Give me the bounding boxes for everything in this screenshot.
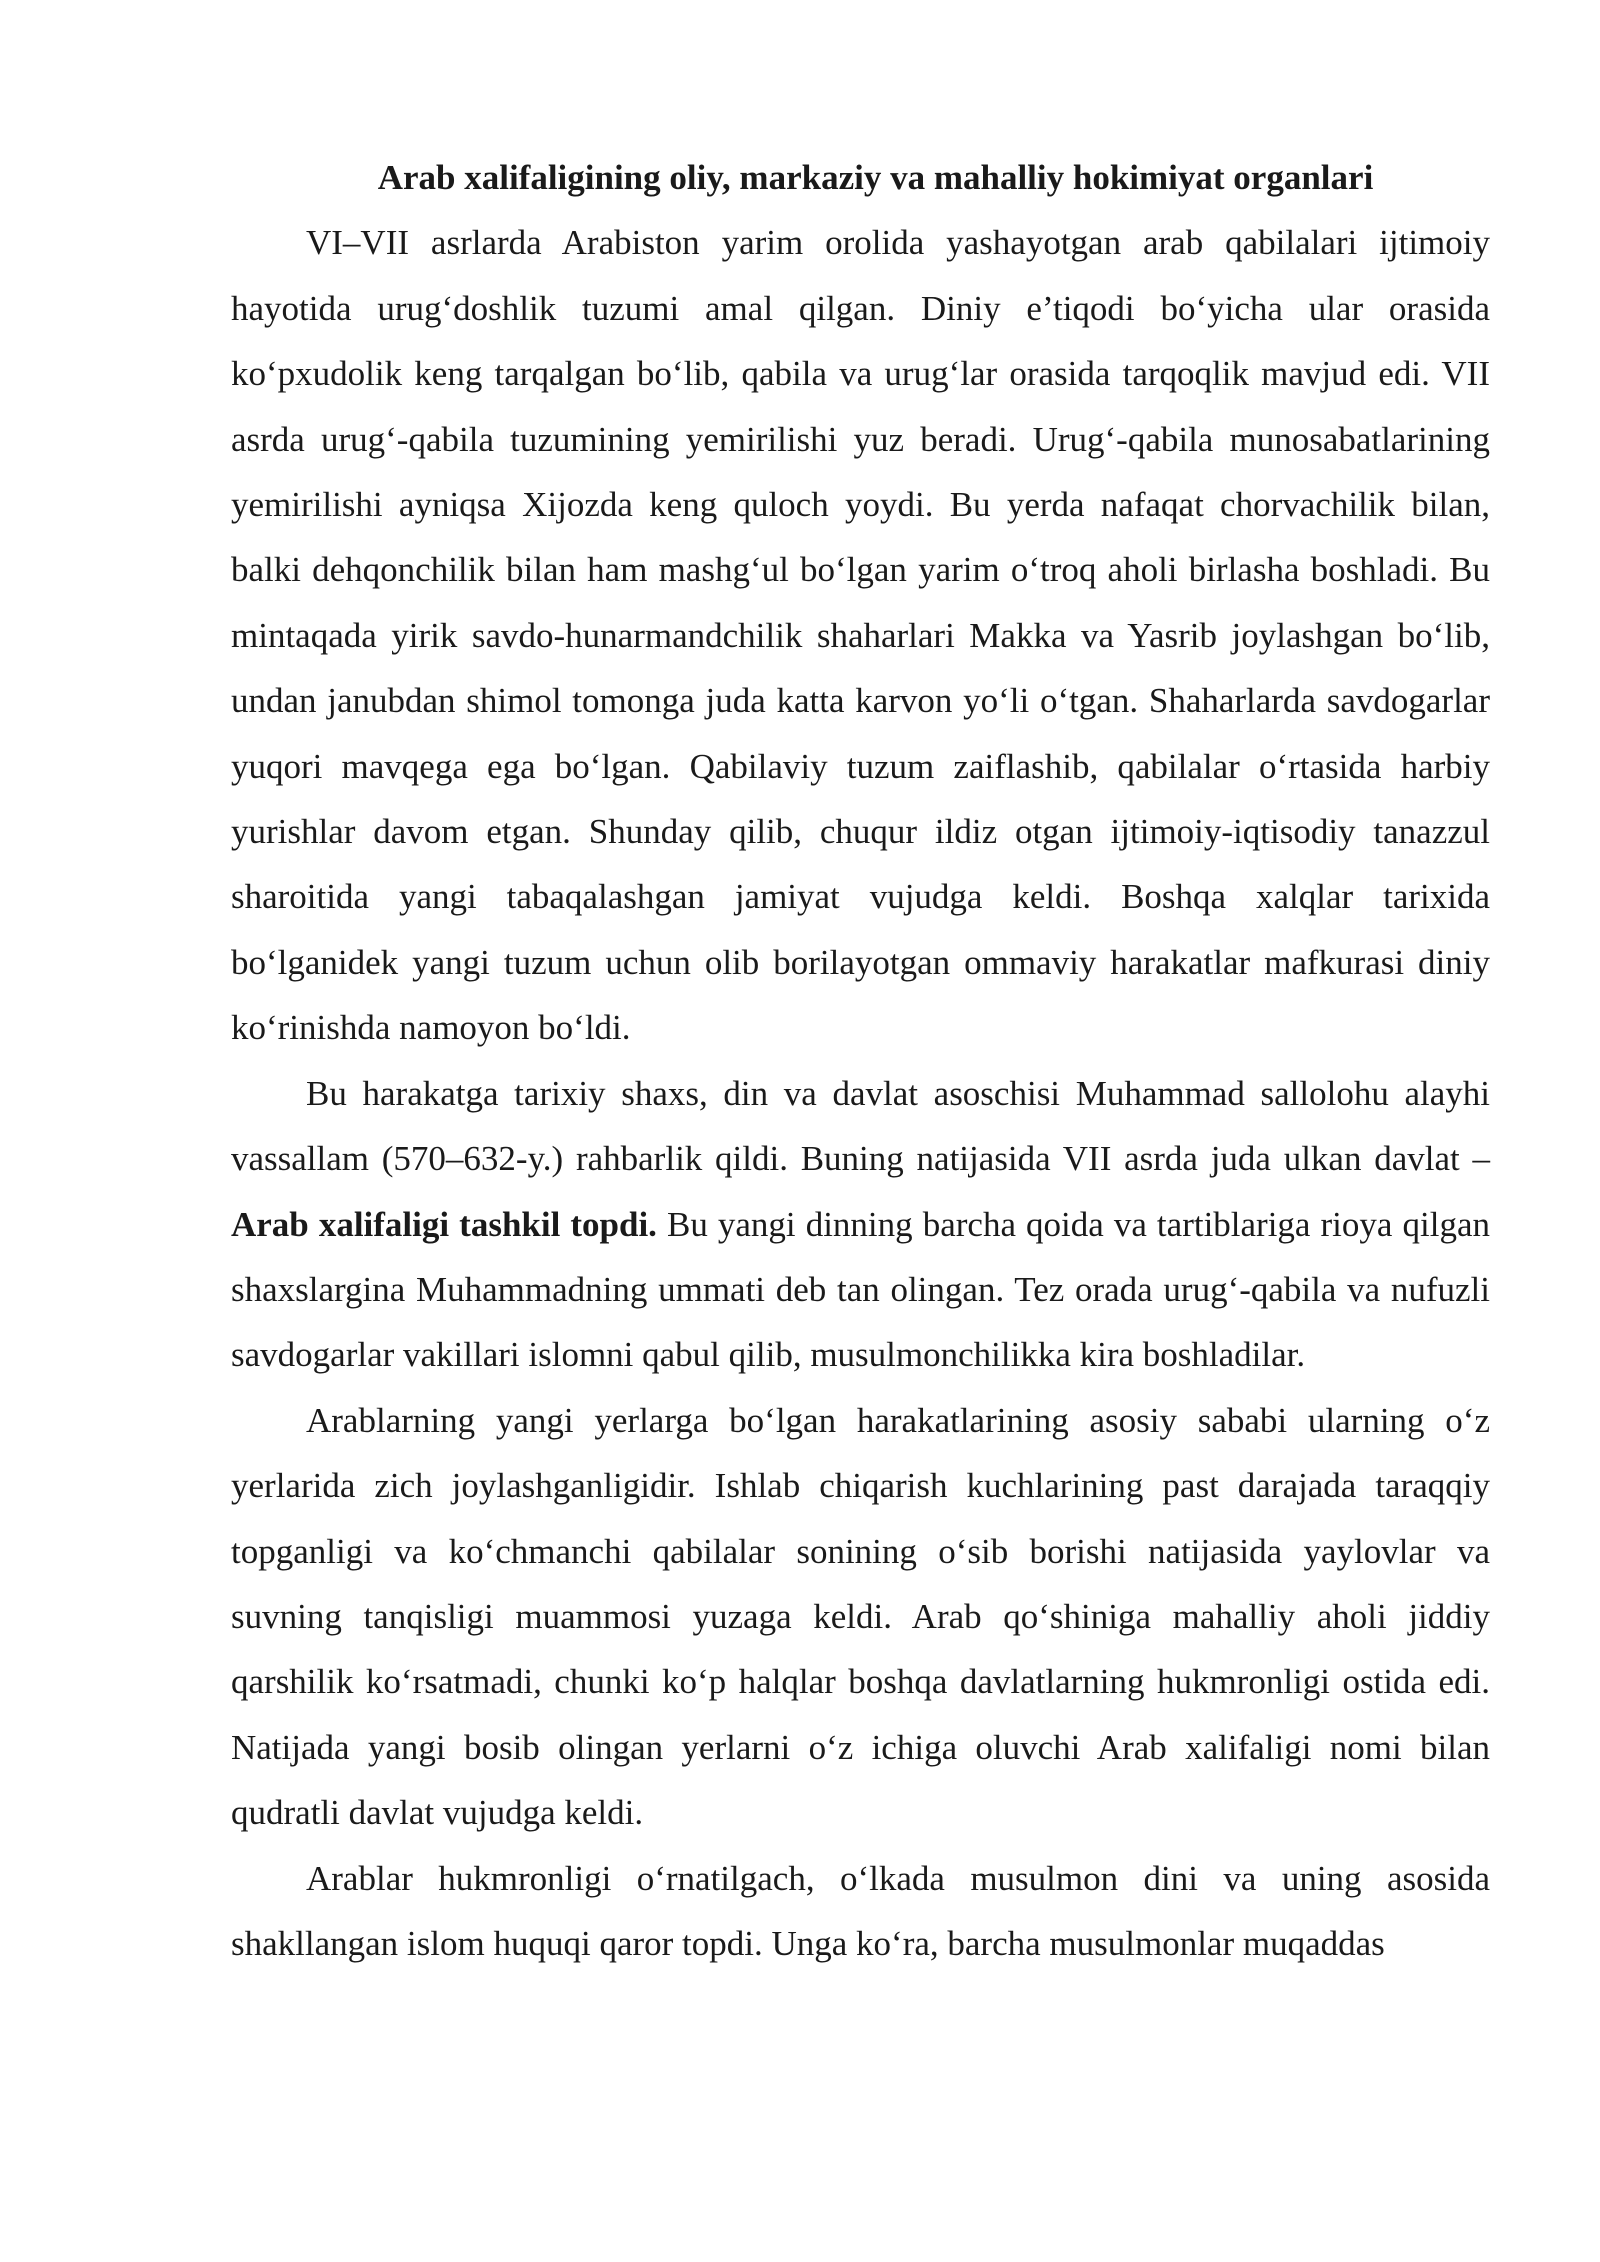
paragraph-3: Arablarning yangi yerlarga bo‘lgan harakatlarining asosiy sababi ularning o‘z yerlarida zich joylashganligidir. Ishlab chiqarish kuchlarining past darajada taraqqiy topganligi va ko‘chmanchi qabilalar sonining o‘sib borishi natijasida yaylovlar va suvning tanqisligi muammosi yuzaga keldi. Arab qo‘shiniga mahalliy aholi jiddiy qarshilik ko‘rsatmadi, chunki ko‘p halqlar boshqa davlatlarning hukmronligi ostida edi. Natijada yangi bosib olingan yerlarni o‘z ichiga oluvchi Arab xalifaligi nomi bilan qudratli davlat vujudga keldi. — [231, 1400, 1490, 1833]
document-page — [231, 145, 1490, 1976]
paragraph-4: Arablar hukmronligi o‘rnatilgach, o‘lkada musulmon dini va uning asosida shakllangan islom huquqi qaror topdi. Unga ko‘ra, barcha musulmonlar muqaddas — [231, 1858, 1490, 1963]
paragraph-2 — [231, 1061, 1490, 1388]
paragraph-2-text-before: Bu harakatga tarixiy shaxs, din va davlat asoschisi Muhammad sallolohu alayhi vassallam (570–632-y.) rahbarlik qildi. Buning natijasida VII asrda juda ulkan davlat – — [231, 1073, 1490, 1179]
document-title: Arab xalifaligining oliy, markaziy va mahalliy hokimiyat organlari — [377, 158, 1374, 197]
paragraph-2-bold-phrase: Arab xalifaligi tashkil topdi. — [231, 1204, 657, 1244]
paragraph-2-text-after: Bu yangi dinning barcha qoida va tartiblariga rioya qilgan shaxslargina Muhammadning ummati deb tan olingan. Tez orada urug‘-qabila va nufuzli savdogarlar vakillari islomni qabul qilib, musulmonchilikka kira boshladilar. — [231, 1204, 1490, 1375]
paragraph-1: VI–VII asrlarda Arabiston yarim orolida yashayotgan arab qabilalari ijtimoiy hayotida urug‘doshlik tuzumi amal qilgan. Diniy e’tiqodi bo‘yicha ular orasida ko‘pxudolik keng tarqalgan bo‘lib, qabila va urug‘lar orasida tarqoqlik mavjud edi. VII asrda urug‘-qabila tuzumining yemirilishi yuz beradi. Urug‘-qabila munosabatlarining yemirilishi ayniqsa Xijozda keng quloch yoydi. Bu yerda nafaqat chorvachilik bilan, balki dehqonchilik bilan ham mashg‘ul bo‘lgan yarim o‘troq aholi birlasha boshladi. Bu mintaqada yirik savdo-hunarmandchilik shaharlari Makka va Yasrib joylashgan bo‘lib, undan janubdan shimol tomonga juda katta karvon yo‘li o‘tgan. Shaharlarda savdogarlar yuqori mavqega ega bo‘lgan. Qabilaviy tuzum zaiflashib, qabilalar o‘rtasida harbiy yurishlar davom etgan. Shunday qilib, chuqur ildiz otgan ijtimoiy-iqtisodiy tanazzul sharoitida yangi tabaqalashgan jamiyat vujudga keldi. Boshqa xalqlar tarixida bo‘lganidek yangi tuzum uchun olib borilayotgan ommaviy harakatlar mafkurasi diniy ko‘rinishda namoyon bo‘ldi. — [231, 223, 1490, 1048]
